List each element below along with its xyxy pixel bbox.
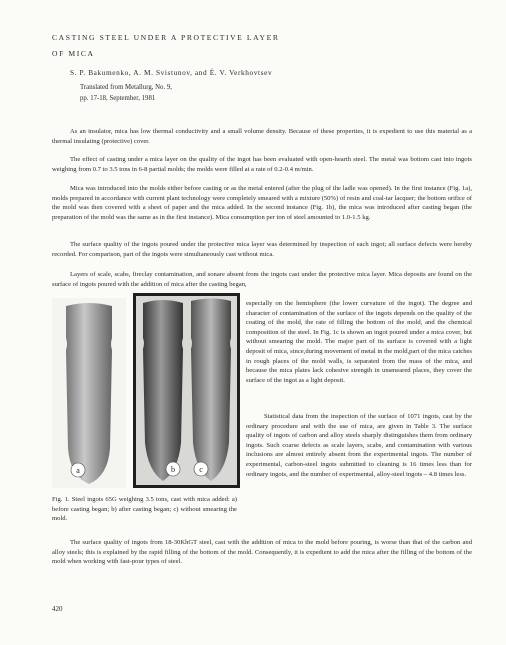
article-title — [52, 30, 352, 62]
paragraph-3: Mica was introduced into the molds either before casting or as the metal entered (after the plug of the ladle was opened). In the first instance (Fig. 1a), molds prepared in accordance with current plant technology were completely smeared with a mixture (50%) of resin and coal-tar lacquer; the bottom orifice of the mold was then covered with a sheet of paper and the mica added. In the second instance (Fig. 1b), the mica was introduced after casting began (the preparation of the mold was the same as in the first instance). Mica consumption per ton of steel amounted to 1.0-1.5 kg. — [52, 185, 472, 221]
title-line-2: OF MICA — [52, 49, 95, 58]
figure-caption: Fig. 1. Steel ingots 65G weighing 3.5 tons, cast with mica added: a) before casting began; b) after casting began; c) without smearing the mold. — [52, 496, 237, 523]
paragraph-1: As an insulator, mica has low thermal conductivity and a small volume density. Because of these properties, it is expedient to use this material as a thermal insulating (protective) cover. — [52, 128, 472, 145]
paragraph-5-continued: especially on the hemisphere (the lower curvature of the ingot). The degree and character of contamination of the surface of the ingots depends on the quality of the coating of the mold, the rate of filling the bottom of the mold, and the chemical composition of the steel. In Fig. 1c is shown an ingot poured under a mica cover, but without smearing the mold. The major part of its surface is covered with a light deposit of mica, since,during movement of metal in the mold,part of the mica catches in rough places of the mold walls, is separated from the mass of the mica, and because the mica plates lack cohesive strength in unsmeared places, they cover the surface of the ingot as a light deposit. — [246, 300, 472, 384]
label-c: c — [199, 465, 203, 474]
translation-line-1: Translated from Metallurg, No. 9, — [80, 84, 172, 91]
paragraph-7: The surface quality of ingots from 18-30KhGT steel, cast with the addition of mica to the mold before pouring, is worse than that of the carbon and alloy steels; this is explained by the rapid filling of the bottom of the mold. Consequently, it is expedient to add the mica after the filling of the bottom of the mold when working with fast-pour types of steel. — [52, 539, 472, 566]
translation-line-2: pp. 17-18, September, 1981 — [80, 94, 156, 102]
ingot-photo-bc — [133, 293, 240, 488]
paragraph-5: Layers of scale, scabs, fireclay contamination, and sonare absent from the ingots cast under the protective mica layer. Mica deposits are found on the surface of ingots poured with the addition of mica after the casting began, — [52, 271, 472, 288]
label-b: b — [171, 465, 175, 474]
paragraph-2: The effect of casting under a mica layer on the quality of the ingot has been evaluated with open-hearth steel. The metal was bottom cast into ingots weighing from 0.7 to 3.5 tons in 6-8 partial molds; the molds were filled at a rate of 0.2-0.4 m/min. — [52, 156, 472, 173]
paragraph-6: Statistical data from the inspection of the surface of 1071 ingots, cast by the ordinary procedure and with the use of mica, are given in Table 3. The surface quality of ingots of carbon and alloy steels sharply distinguishes them from ordinary ingots. Such coarse defects as scale layers, scabs, and contamination with various inclusions are almost entirely absent from the experimental ingots. The number of experimental, carbon-steel ingots submitted to cleaning is 16 times less than for ordinary ingots, and the number of experimental, alloy-steel ingots – 4.8 times less. — [246, 413, 472, 478]
translation-note — [80, 83, 172, 104]
page-number: 420 — [52, 605, 63, 613]
paragraph-4: The surface quality of the ingots poured under the protective mica layer was determined by inspection of each ingot; all surface defects were hereby recorded. For comparison, part of the ingots were simultaneously cast without mica. — [52, 241, 472, 258]
ingot-photo-a — [52, 298, 126, 488]
authors: S. P. Bakumenko, A. M. Svistunov, and É. V. Verkhovtsev — [70, 68, 273, 77]
label-a: a — [76, 466, 80, 475]
title-line-1: CASTING STEEL UNDER A PROTECTIVE LAYER — [52, 33, 280, 42]
